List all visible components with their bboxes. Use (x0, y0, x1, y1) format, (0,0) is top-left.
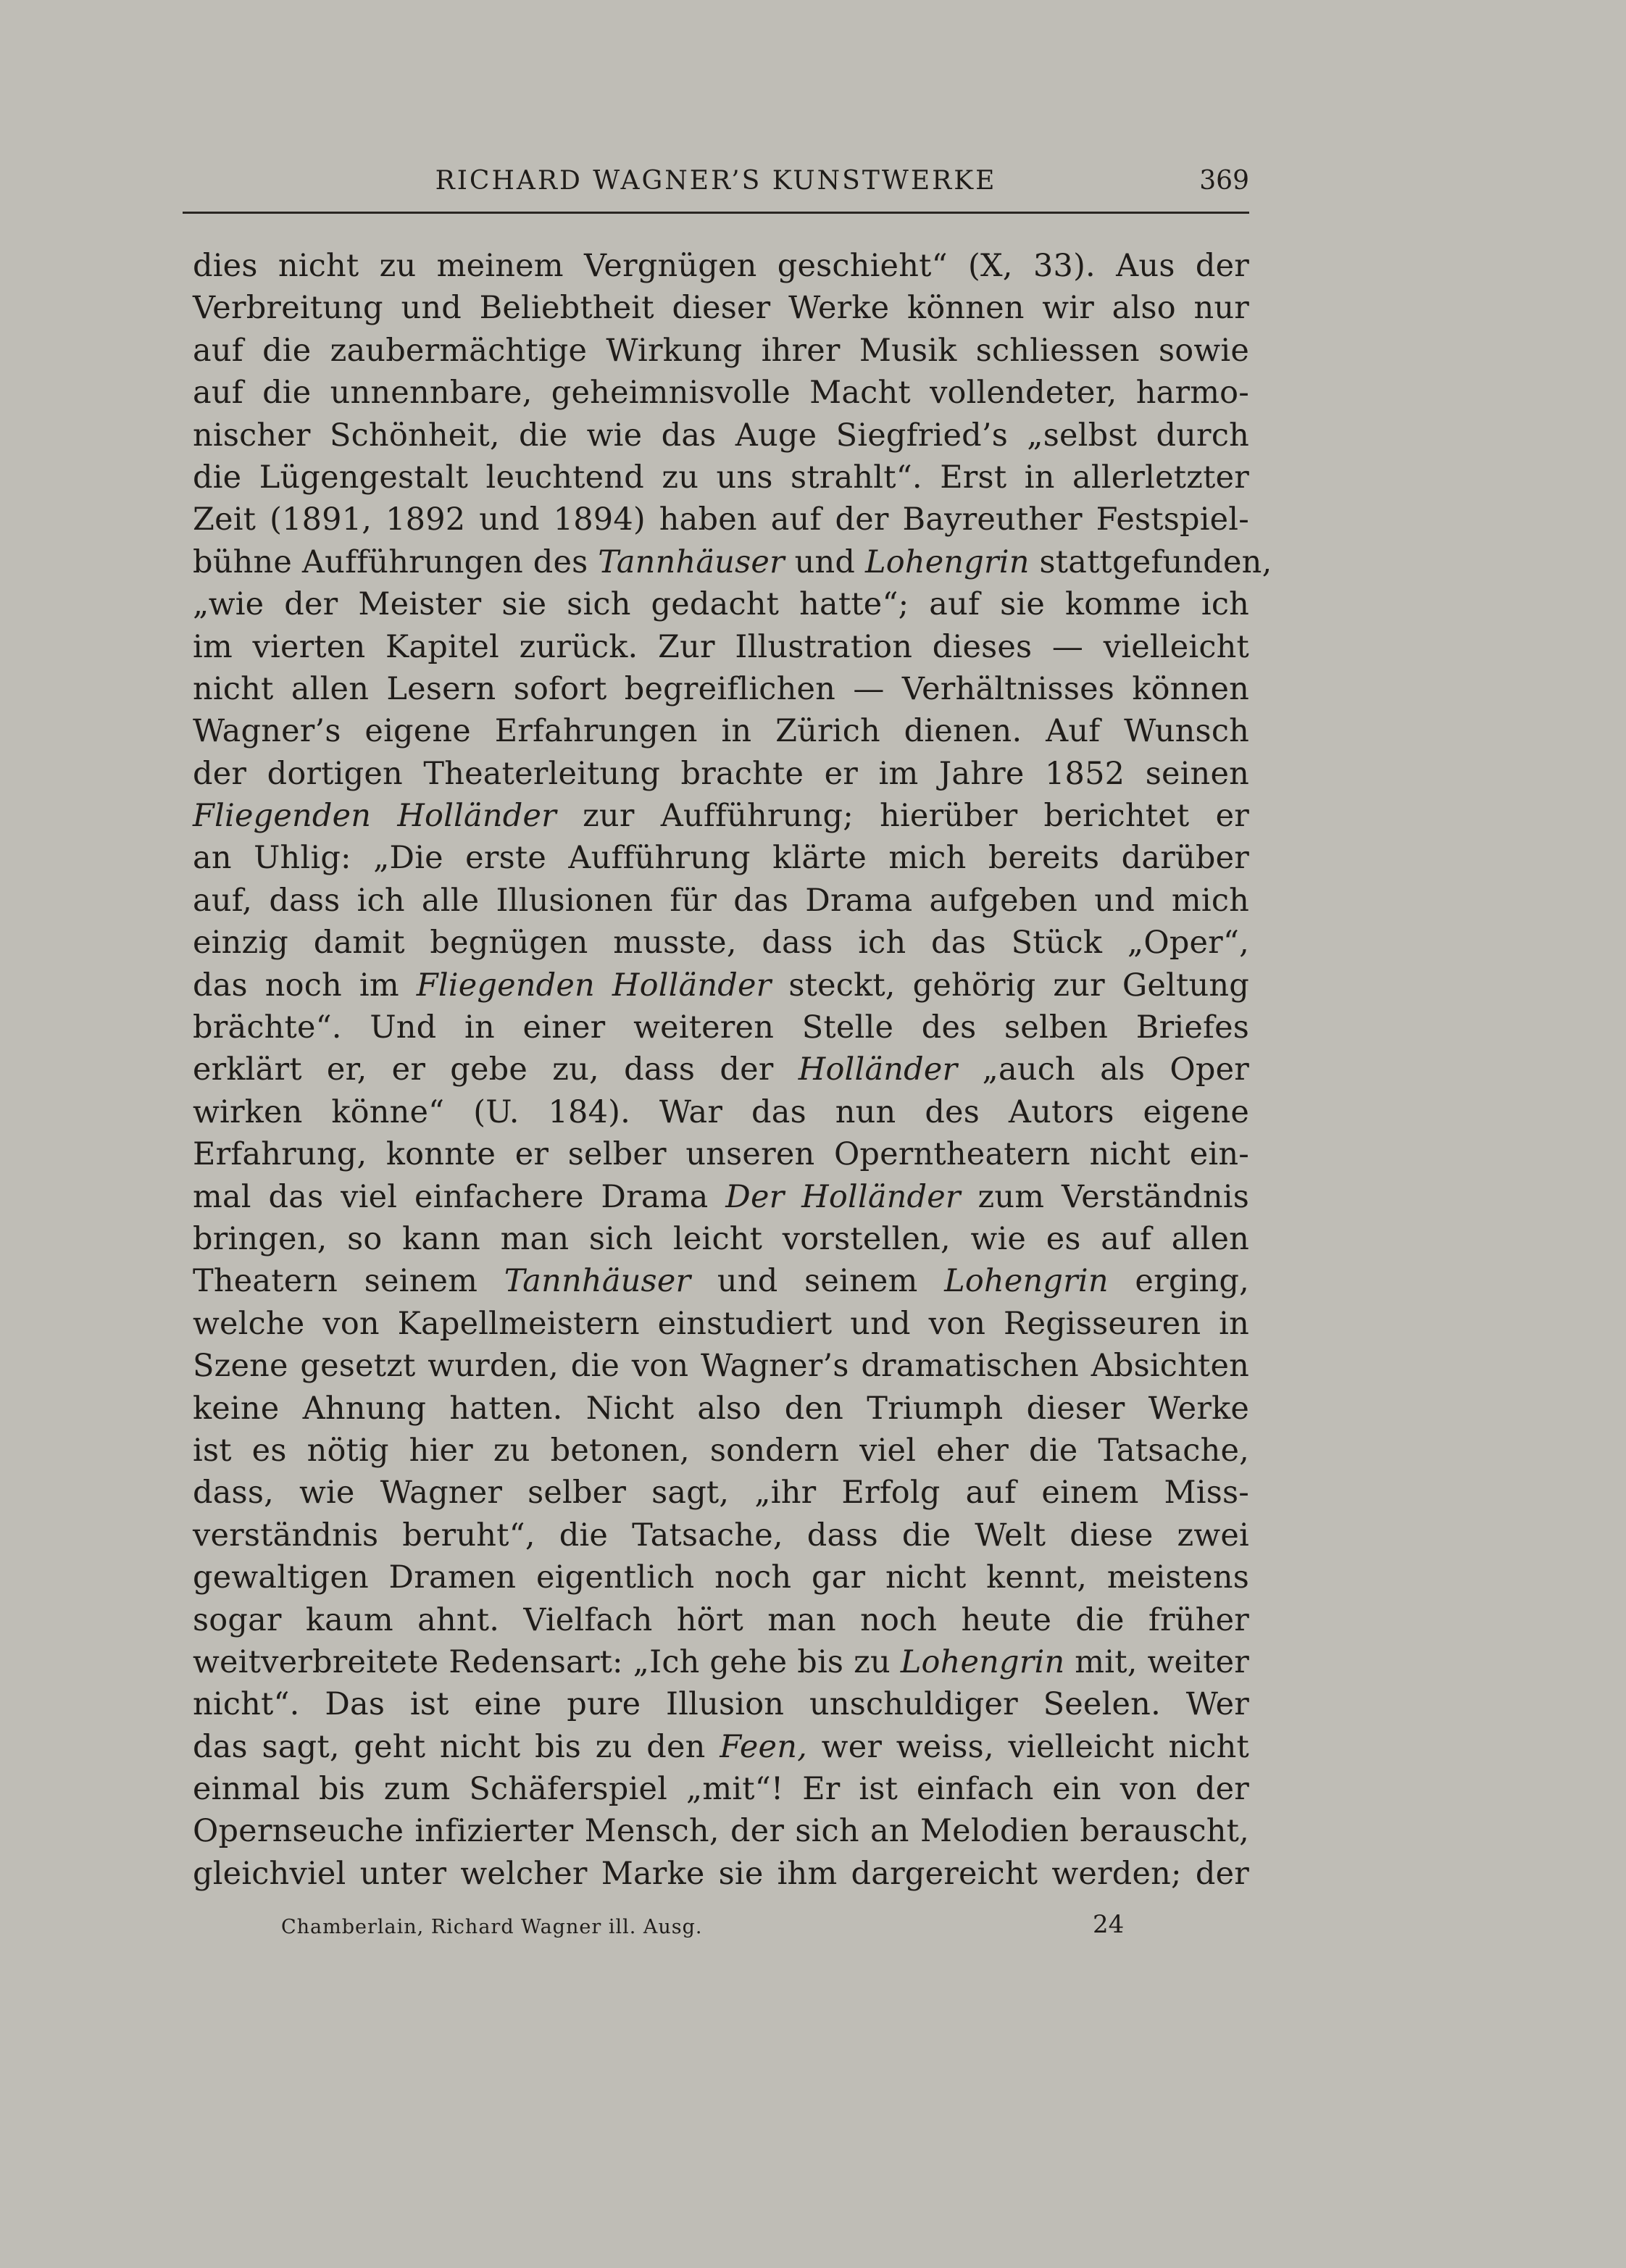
running-header (183, 161, 1249, 201)
text-run: keine Ahnung hatten. Nicht also den Triumph dieser Werke (193, 1390, 1249, 1427)
text-line (193, 1641, 1249, 1683)
page-number: 369 (1199, 166, 1249, 196)
text-run: welche von Kapellmeistern einstudiert und von Regisseuren in (193, 1305, 1249, 1342)
text-run: brächte“. Und in einer weiteren Stelle des selben Briefes (193, 1009, 1249, 1046)
text-run: mal das viel einfachere Drama (193, 1178, 726, 1215)
text-run: Theatern seinem (193, 1263, 504, 1300)
italic-title: Der Holländer (725, 1178, 961, 1215)
text-run: und seinem (691, 1263, 945, 1300)
text-run: die Lügengestalt leuchtend zu uns strahlt“. Erst in allerletzter (193, 459, 1249, 496)
text-run: Zeit (1891, 1892 und 1894) haben auf der Bayreuther Festspiel- (193, 501, 1249, 538)
italic-title: Lohengrin (865, 543, 1030, 580)
italic-title: Tannhäuser (598, 543, 785, 580)
italic-title: Lohengrin (944, 1263, 1109, 1300)
text-line (193, 837, 1249, 879)
text-line (193, 1810, 1249, 1852)
header-rule (183, 212, 1249, 214)
text-line (193, 1430, 1249, 1472)
text-run: ist es nötig hier zu betonen, sondern viel eher die Tatsache, (193, 1432, 1249, 1469)
text-line (193, 245, 1249, 287)
text-line (193, 1218, 1249, 1260)
text-run: steckt, gehörig zur Geltung (771, 967, 1249, 1004)
text-line (193, 372, 1249, 414)
text-line (193, 1853, 1249, 1895)
text-run: sogar kaum ahnt. Vielfach hört man noch heute die früher (193, 1601, 1249, 1638)
text-run: auf die zaubermächtige Wirkung ihrer Musik schliessen sowie (193, 332, 1249, 369)
text-run: mit, weiter (1064, 1643, 1249, 1680)
text-run: verständnis beruht“, die Tatsache, dass die Welt diese zwei (193, 1517, 1249, 1554)
text-line (193, 1133, 1249, 1175)
text-run: „wie der Meister sie sich gedacht hatte“; auf sie komme ich (193, 586, 1249, 623)
text-line (193, 1556, 1249, 1598)
text-line (193, 1260, 1249, 1302)
text-run: einmal bis zum Schäferspiel „mit“! Er ist einfach ein von der (193, 1771, 1249, 1808)
text-line (193, 287, 1249, 329)
italic-title: Feen, (720, 1728, 807, 1765)
text-run: zum Verständnis (960, 1178, 1250, 1215)
text-line (193, 964, 1249, 1006)
printer-signature: Chamberlain, Richard Wagner ill. Ausg. (281, 1916, 703, 1938)
text-run: wirken könne“ (U. 184). War das nun des Autors eigene (193, 1093, 1249, 1130)
text-run: gewaltigen Dramen eigentlich noch gar nicht kennt, meistens (193, 1559, 1249, 1596)
text-line (193, 1091, 1249, 1133)
text-line (193, 330, 1249, 372)
text-run: Wagner’s eigene Erfahrungen in Zürich dienen. Auf Wunsch (193, 713, 1249, 750)
text-line (193, 1683, 1249, 1725)
text-line (193, 880, 1249, 922)
text-run: zur Aufführung; hierüber berichtet er (556, 798, 1249, 835)
text-line (193, 753, 1249, 795)
text-run: weitverbreitete Redensart: „Ich gehe bis zu (193, 1643, 901, 1680)
text-line (193, 541, 1272, 583)
italic-title: Holländer (798, 1051, 958, 1088)
italic-title: Lohengrin (900, 1643, 1065, 1680)
text-run: an Uhlig: „Die erste Aufführung klärte mich bereits darüber (193, 840, 1249, 877)
text-run: gleichviel unter welcher Marke sie ihm dargereicht werden; der (193, 1855, 1249, 1892)
text-line (193, 1472, 1249, 1514)
text-line (193, 922, 1249, 964)
text-run: Szene gesetzt wurden, die von Wagner’s dramatischen Absichten (193, 1348, 1249, 1385)
text-run: Opernseuche infizierter Mensch, der sich an Melodien berauscht, (193, 1813, 1249, 1850)
text-line (193, 1176, 1249, 1218)
text-line (193, 795, 1249, 837)
text-run: Erfahrung, konnte er selber unseren Operntheatern nicht ein- (193, 1136, 1249, 1173)
text-run: erklärt er, er gebe zu, dass der (193, 1051, 799, 1088)
text-line (193, 710, 1249, 752)
text-run: „auch als Oper (957, 1051, 1249, 1088)
text-run: bühne Aufführungen des (193, 543, 599, 580)
text-line (193, 1345, 1249, 1387)
italic-title: Fliegenden Holländer (193, 798, 556, 835)
text-run: auf die unnennbare, geheimnisvolle Macht vollendeter, harmo- (193, 375, 1249, 412)
text-line (193, 414, 1249, 456)
text-run: stattgefunden, (1029, 543, 1272, 580)
text-run: das sagt, geht nicht bis zu den (193, 1728, 720, 1765)
text-line (193, 1768, 1249, 1810)
text-run: das noch im (193, 967, 417, 1004)
text-line (193, 1726, 1249, 1768)
sheet-number: 24 (1093, 1910, 1125, 1939)
text-run: auf, dass ich alle Illusionen für das Drama aufgeben und mich (193, 882, 1249, 919)
text-line (193, 499, 1249, 541)
text-line (193, 1514, 1249, 1556)
running-title: RICHARD WAGNER’S KUNSTWERKE (435, 166, 997, 196)
text-run: nicht“. Das ist eine pure Illusion unschuldiger Seelen. Wer (193, 1686, 1249, 1723)
text-run: erging, (1108, 1263, 1250, 1300)
text-run: und (784, 543, 866, 580)
text-run: bringen, so kann man sich leicht vorstellen, wie es auf allen (193, 1220, 1249, 1257)
text-line (193, 626, 1249, 668)
text-line (193, 1303, 1249, 1345)
italic-title: Fliegenden Holländer (416, 967, 772, 1004)
text-line (193, 583, 1249, 625)
text-run: nischer Schönheit, die wie das Auge Siegfried’s „selbst durch (193, 417, 1249, 454)
text-run: wer weiss, vielleicht nicht (806, 1728, 1249, 1765)
text-run: dies nicht zu meinem Vergnügen geschieht“ (X, 33). Aus der (193, 248, 1249, 284)
text-run: einzig damit begnügen musste, dass ich das Stück „Oper“, (193, 925, 1249, 962)
text-run: der dortigen Theaterleitung brachte er im Jahre 1852 seinen (193, 755, 1249, 792)
text-line (193, 456, 1249, 499)
text-run: dass, wie Wagner selber sagt, „ihr Erfolg auf einem Miss- (193, 1475, 1249, 1512)
text-run: Verbreitung und Beliebtheit dieser Werke können wir also nur (193, 290, 1249, 327)
body-text (193, 245, 1272, 1895)
text-run: im vierten Kapitel zurück. Zur Illustration dieses — vielleicht (193, 628, 1249, 665)
text-line (193, 668, 1249, 710)
italic-title: Tannhäuser (504, 1263, 691, 1300)
text-line (193, 1048, 1249, 1091)
text-run: nicht allen Lesern sofort begreiflichen — Verhältnisses können (193, 670, 1249, 707)
text-line (193, 1006, 1249, 1048)
text-line (193, 1599, 1249, 1641)
text-line (193, 1388, 1249, 1430)
